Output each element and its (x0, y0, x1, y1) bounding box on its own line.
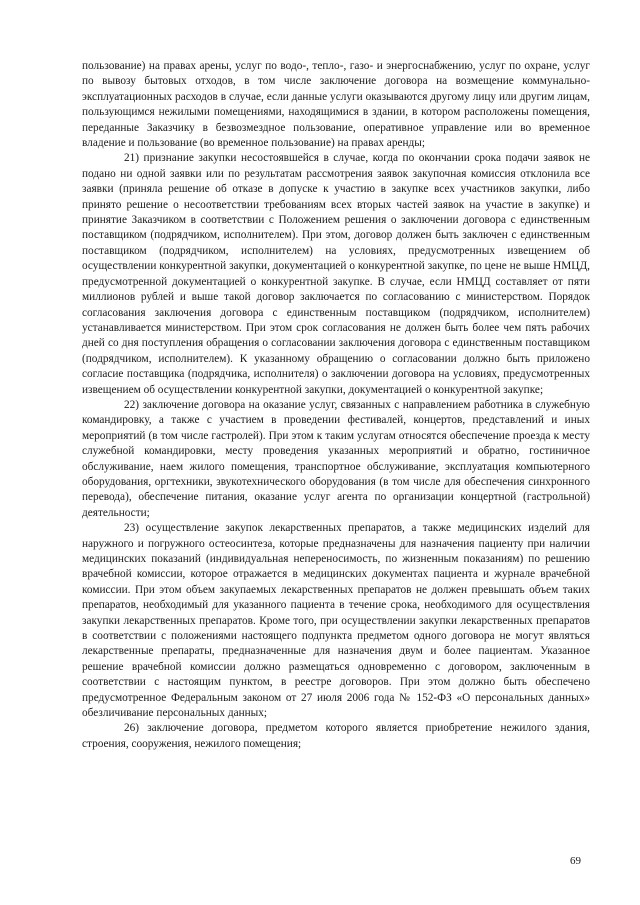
document-body (82, 59, 590, 752)
paragraph-item-26: 26) заключение договора, предметом которого является приобретение нежилого здания, строения, сооружения, нежилого помещения; (82, 722, 590, 750)
paragraph-item-23: 23) осуществление закупок лекарственных препаратов, а также медицинских изделий для наружного и погружного остеосинтеза, которые предназначены для назначения пациенту при наличии медицинских показаний (индивидуальная непереносимость, по жизненным показаниям) по решению врачебной комиссии, которое отражается в медицинских документах пациента и журнале врачебной комиссии. При этом объем закупаемых лекарственных препаратов не должен превышать объем таких препаратов, необходимый для указанного пациента в течение срока, необходимого для осуществления закупки лекарственных препаратов. Кроме того, при осуществлении закупки лекарственных препаратов в соответствии с положениями настоящего подпункта предметом одного договора не могут являться лекарственные препараты, предназначенные для назначения двум и более пациентам. Указанное решение врачебной комиссии должно размещаться одновременно с договором, заключенным в соответствии с настоящим пунктом, в реестре договоров. При этом должно быть обеспечено предусмотренное Федеральным законом от 27 июля 2006 года № 152-ФЗ «О персональных данных» обезличивание персональных данных; (82, 522, 590, 720)
page-number: 69 (570, 855, 581, 867)
paragraph-item-21: 21) признание закупки несостоявшейся в случае, когда по окончании срока подачи заявок не подано ни одной заявки или по результатам рассмотрения заявок закупочная комиссия отклонила все заявки (приняла решение об отказе в допуске к участию в закупке всех участников закупки, либо принято решение о несоответствии требованиям всех вторых частей заявок на участие в закупке) и принятие Заказчиком в соответствии с Положением решения о заключении договора с единственным поставщиком (подрядчиком, исполнителем). При этом, договор должен быть заключен с единственным поставщиком (подрядчиком, исполнителем) на условиях, предусмотренных извещением об осуществлении конкурентной закупки, документацией о конкурентной закупке, по цене не выше НМЦД, предусмотренной документацией о конкурентной закупке. В случае, если НМЦД составляет от пяти миллионов рублей и выше такой договор заключается по согласованию с министерством. Порядок согласования заключения договора с единственным поставщиком (подрядчиком, исполнителем) устанавливается министерством. При этом срок согласования не должен быть более чем пять рабочих дней со дня поступления обращения о согласовании заключения договора с единственным поставщиком (подрядчиком, исполнителем). К указанному обращению о согласовании должно быть приложено согласие поставщика (подрядчика, исполнителя) о заключении договора на условиях, предусмотренных извещением об осуществлении конкурентной закупки, документацией о конкурентной закупке; (82, 152, 590, 396)
paragraph-item-22: 22) заключение договора на оказание услуг, связанных с направлением работника в служебную командировку, а также с участием в проведении фестивалей, концертов, представлений и иных мероприятий (в том числе гастролей). При этом к таким услугам относятся обеспечение проезда к месту служебной командировки, месту проведения указанных мероприятий и обратно, гостиничное обслуживание, наем жилого помещения, транспортное обслуживание, эксплуатация компьютерного оборудования, оргтехники, звукотехнического оборудования (в том числе для обеспечения синхронного перевода), обеспечение питания, оказание услуг агента по организации концертной (гастрольной) деятельности; (82, 398, 590, 519)
paragraph-continuation: пользование) на правах арены, услуг по водо-, тепло-, газо- и энергоснабжению, услуг по охране, услуг по вывозу бытовых отходов, в том числе заключение договора на возмещение коммунально-эксплуатационных расходов в случае, если данные услуги оказываются другому лицу или другим лицам, пользующимся нежилыми помещениями, находящимися в здании, в котором расположены помещения, переданные Заказчику в безвозмездное пользование, оперативное управление или во временное владение и пользование (во временное пользование) на правах аренды; (82, 60, 590, 150)
